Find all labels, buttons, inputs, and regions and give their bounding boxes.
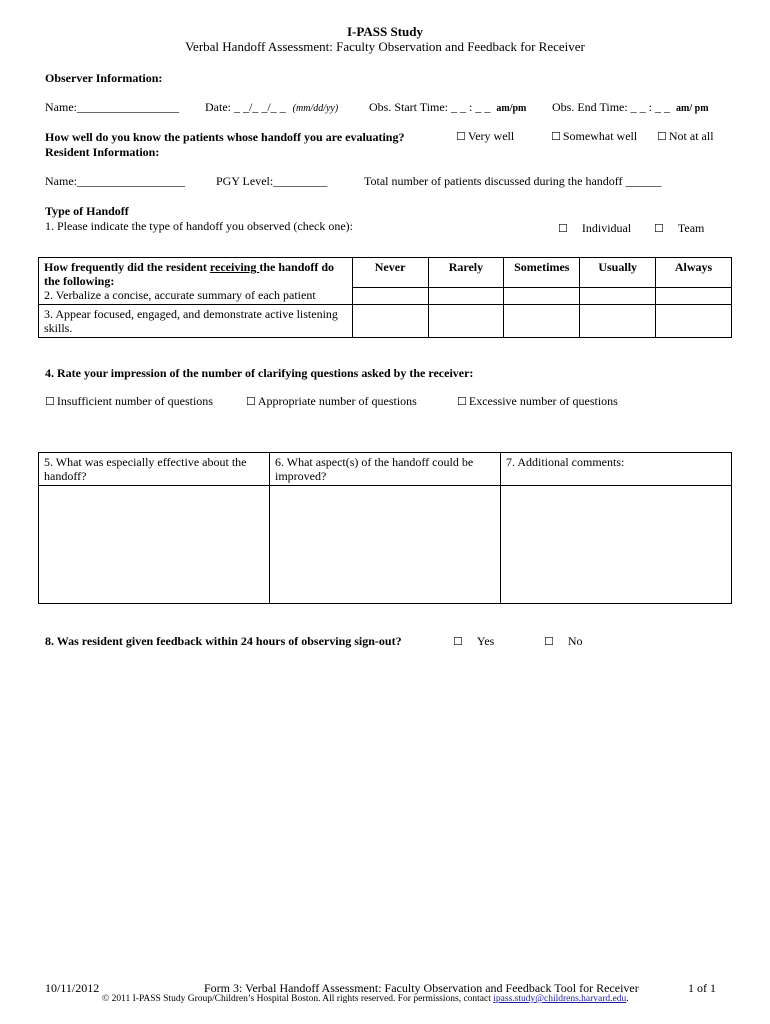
checkbox-icon: ☐ <box>456 131 466 143</box>
end-time-label: Obs. End Time: _ _ : _ _ <box>552 100 671 114</box>
row-3-usually-cell[interactable] <box>580 305 656 338</box>
obs-start-time-field[interactable] <box>369 100 526 115</box>
contact-email-link[interactable]: ipass.study@childrens.harvard.edu <box>493 994 627 1004</box>
q6-label: 6. What aspect(s) of the handoff could be improved? <box>270 453 501 486</box>
option-no[interactable] <box>544 634 583 649</box>
header-text-pre: How frequently did the resident <box>44 260 210 274</box>
date-label: Date: _ _/_ _/_ _ <box>205 100 286 114</box>
option-label: Excessive number of questions <box>468 394 618 408</box>
col-rarely-header: Rarely <box>428 258 504 305</box>
col-sometimes-header: Sometimes <box>504 258 580 305</box>
row-2-label: 2. Verbalize a concise, accurate summary of each patient <box>44 288 316 302</box>
date-format-hint: (mm/dd/yy) <box>292 103 339 114</box>
row-3-always-cell[interactable] <box>656 305 732 338</box>
col-never-header: Never <box>352 258 428 305</box>
checkbox-icon: ☐ <box>558 223 568 235</box>
option-appropriate-questions[interactable] <box>246 394 417 409</box>
option-label: Somewhat well <box>562 129 638 143</box>
row-2-divider <box>352 287 732 288</box>
option-label: Very well <box>467 129 515 143</box>
option-somewhat-well[interactable] <box>551 129 637 144</box>
option-label: Insufficient number of questions <box>56 394 213 408</box>
q7-label: 7. Additional comments: <box>501 453 732 486</box>
q5-label: 5. What was especially effective about the handoff? <box>39 453 270 486</box>
row-3-never-cell[interactable] <box>352 305 428 338</box>
checkbox-icon: ☐ <box>657 131 667 143</box>
col-always-header: Always <box>656 258 732 305</box>
option-team[interactable] <box>654 221 704 236</box>
observation-date-field[interactable] <box>205 100 338 115</box>
patients-discussed-field[interactable]: Total number of patients discussed during the handoff ______ <box>364 174 662 188</box>
frequency-table <box>38 257 732 338</box>
checkbox-icon: ☐ <box>45 396 55 408</box>
option-insufficient-questions[interactable] <box>45 394 213 409</box>
frequency-table-header <box>39 258 353 305</box>
comments-answer-row <box>39 486 732 604</box>
col-usually-header: Usually <box>580 258 656 305</box>
checkbox-icon: ☐ <box>453 636 463 648</box>
end-ampm: am/ pm <box>676 103 709 114</box>
checkbox-icon: ☐ <box>457 396 467 408</box>
option-label: Not at all <box>668 129 714 143</box>
q7-answer-area[interactable] <box>501 486 732 604</box>
copyright-text: © 2011 I-PASS Study Group/Children’s Hospital Boston. All rights reserved. For permissions, contact <box>102 994 494 1004</box>
resident-name-field[interactable]: Name:__________________ <box>45 174 185 188</box>
header-text-post: the handoff do the following: <box>44 260 335 288</box>
option-label: Appropriate number of questions <box>257 394 417 408</box>
start-ampm: am/pm <box>496 103 527 114</box>
option-label: Yes <box>476 634 495 648</box>
table-header-row <box>39 258 732 305</box>
option-label: Individual <box>581 221 632 235</box>
checkbox-icon: ☐ <box>654 223 664 235</box>
q8-question: 8. Was resident given feedback within 24 hours of observing sign-out? <box>45 634 402 648</box>
checkbox-icon: ☐ <box>551 131 561 143</box>
table-row <box>39 305 732 338</box>
option-yes[interactable] <box>453 634 494 649</box>
pgy-level-field[interactable]: PGY Level:_________ <box>216 174 328 188</box>
checkbox-icon: ☐ <box>544 636 554 648</box>
footer-page-number: 1 of 1 <box>688 981 716 995</box>
handoff-type-section-label: Type of Handoff <box>45 204 129 218</box>
footer-date: 10/11/2012 <box>45 981 100 995</box>
observer-section-label: Observer Information: <box>45 71 163 85</box>
comments-header-row <box>39 453 732 486</box>
comments-table <box>38 452 732 604</box>
resident-section-label: Resident Information: <box>45 145 160 159</box>
option-label: No <box>567 634 583 648</box>
q4-question: 4. Rate your impression of the number of clarifying questions asked by the receiver: <box>45 366 474 380</box>
q6-answer-area[interactable] <box>270 486 501 604</box>
q5-answer-area[interactable] <box>39 486 270 604</box>
option-not-at-all[interactable] <box>657 129 714 144</box>
header-text-underlined: receiving <box>209 260 260 274</box>
option-very-well[interactable] <box>456 129 514 144</box>
footer-copyright <box>102 994 629 1004</box>
observer-name-field[interactable]: Name:_________________ <box>45 100 179 114</box>
obs-end-time-field[interactable] <box>552 100 709 115</box>
page-subtitle: Verbal Handoff Assessment: Faculty Observation and Feedback for Receiver <box>185 39 585 54</box>
option-excessive-questions[interactable] <box>457 394 618 409</box>
row-3-sometimes-cell[interactable] <box>504 305 580 338</box>
row-3-label: 3. Appear focused, engaged, and demonstrate active listening skills. <box>39 305 353 338</box>
handoff-type-question: 1. Please indicate the type of handoff you observed (check one): <box>45 219 354 233</box>
checkbox-icon: ☐ <box>246 396 256 408</box>
option-label: Team <box>677 221 705 235</box>
copyright-period: . <box>626 994 629 1004</box>
page-title: I-PASS Study <box>347 24 423 39</box>
know-patients-question: How well do you know the patients whose handoff you are evaluating? <box>45 130 405 144</box>
start-time-label: Obs. Start Time: _ _ : _ _ <box>369 100 491 114</box>
row-3-rarely-cell[interactable] <box>428 305 504 338</box>
footer-form-title: Form 3: Verbal Handoff Assessment: Faculty Observation and Feedback Tool for Receiver <box>204 981 639 995</box>
option-individual[interactable] <box>558 221 631 236</box>
